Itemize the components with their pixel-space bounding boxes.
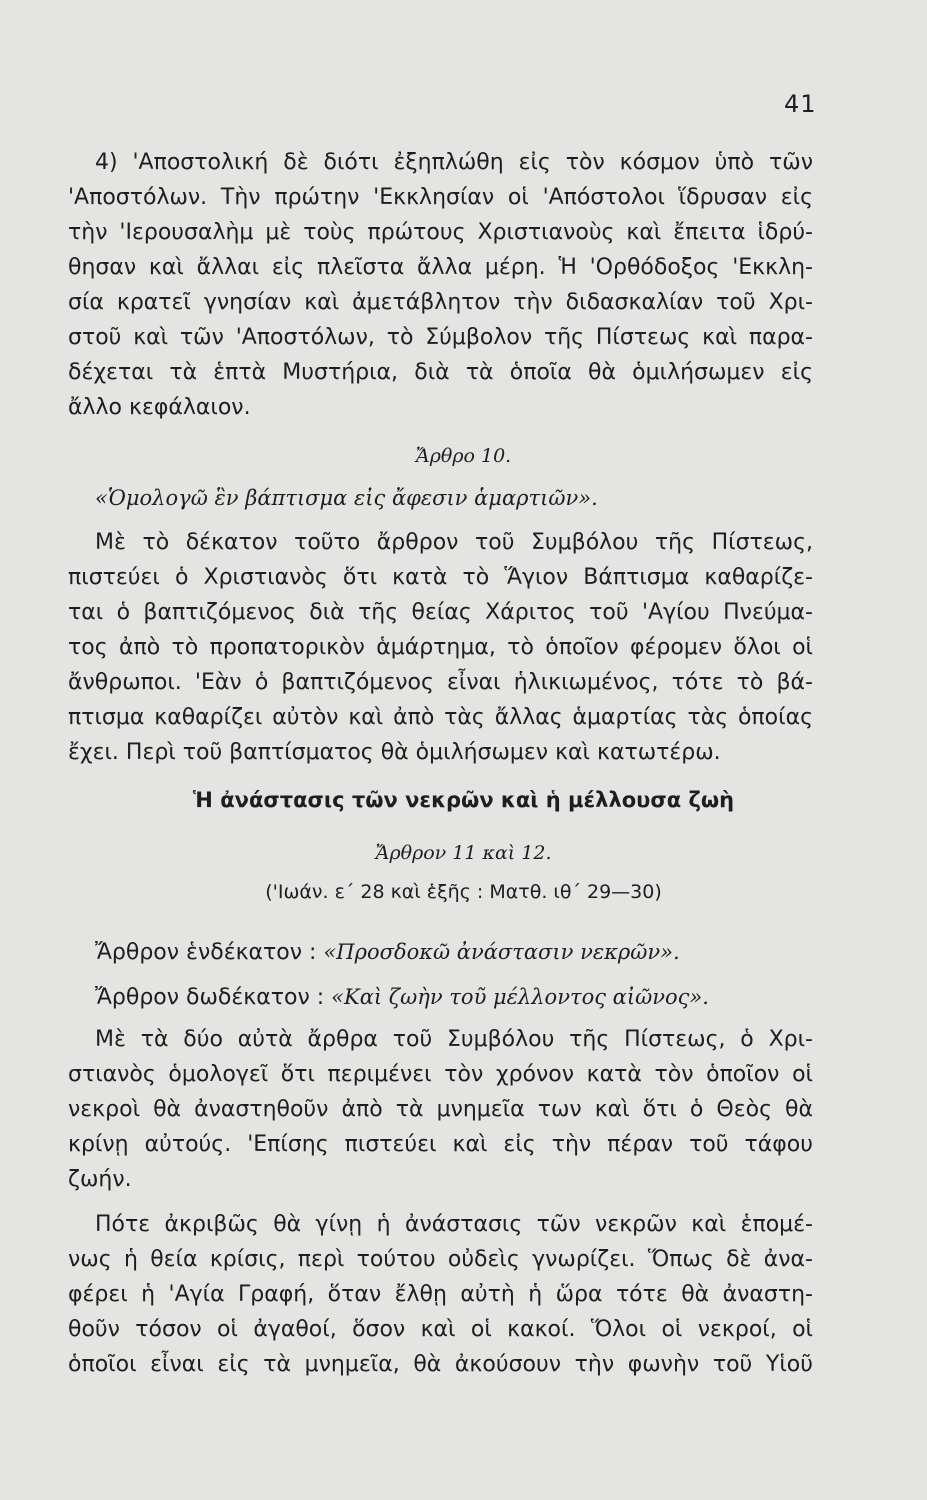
paragraph-4-line: Πότε ἀκριβῶς θὰ γίνῃ ἡ ἀνάστασις τῶν νεκρῶν καὶ ἑπομέ- — [95, 1212, 813, 1237]
paragraph-1-line: στοῦ καὶ τῶν 'Αποστόλων, τὸ Σύμβολον τῆς Πίστεως καὶ παρα- — [68, 325, 813, 350]
article-12-line — [95, 982, 813, 1013]
paragraph-3-line: ζωήν. — [68, 1167, 132, 1192]
paragraph-3-line: νεκροὶ θὰ ἀναστηθοῦν ἀπὸ τὰ μνημεῖα των καὶ ὅτι ὁ Θεὸς θὰ — [68, 1097, 813, 1122]
article-11-line — [95, 937, 813, 968]
paragraph-1-line: σία κρατεῖ γνησίαν καὶ ἀμετάβλητον τὴν διδασκαλίαν τοῦ Χρι- — [68, 290, 813, 315]
paragraph-2-line: Μὲ τὸ δέκατον τοῦτο ἄρθρον τοῦ Συμβόλου τῆς Πίστεως, — [95, 530, 813, 555]
paragraph-2-line: ται ὁ βαπτιζόμενος διὰ τῆς θείας Χάριτος τοῦ 'Αγίου Πνεύμα- — [68, 600, 813, 625]
paragraph-1-line: ἄλλο κεφάλαιον. — [68, 395, 251, 420]
article-12-quote: «Καὶ ζωὴν τοῦ μέλλοντος αἰῶνος». — [331, 985, 709, 1009]
paragraph-3-line: κρίνῃ αὐτούς. 'Επίσης πιστεύει καὶ εἰς τὴν πέραν τοῦ τάφου — [68, 1132, 813, 1157]
paragraph-1-line: 4) 'Αποστολική δὲ διότι ἐξηπλώθη εἰς τὸν κόσμον ὑπὸ τῶν — [95, 150, 813, 175]
article-11-12-title: Ἄρθρον 11 καὶ 12. — [375, 842, 552, 864]
paragraph-4-line: θοῦν τόσον οἱ ἀγαθοί, ὅσον καὶ οἱ κακοί. Ὅλοι οἱ νεκροί, οἱ — [68, 1317, 813, 1342]
article-11-quote: «Προσδοκῶ ἀνάστασιν νεκρῶν». — [323, 940, 680, 964]
page-number: 41 — [784, 90, 817, 118]
paragraph-3-line: Μὲ τὰ δύο αὐτὰ ἄρθρα τοῦ Συμβόλου τῆς Πίστεως, ὁ Χρι- — [95, 1027, 813, 1052]
paragraph-4-line: ὁποῖοι εἶναι εἰς τὰ μνημεῖα, θὰ ἀκούσουν τὴν φωνὴν τοῦ Υἱοῦ — [68, 1352, 813, 1377]
paragraph-4-line: νως ἡ θεία κρίσις, περὶ τούτου οὐδεὶς γνωρίζει. Ὅπως δὲ ἀνα- — [68, 1247, 813, 1272]
paragraph-2-line: τος ἀπὸ τὸ προπατορικὸν ἁμάρτημα, τὸ ὁποῖον φέρομεν ὅλοι οἱ — [68, 635, 813, 660]
paragraph-3-line: στιανὸς ὁμολογεῖ ὅτι περιμένει τὸν χρόνον κατὰ τὸν ὁποῖον οἱ — [68, 1062, 813, 1087]
paragraph-2-line: ἄνθρωποι. 'Εὰν ὁ βαπτιζόμενος εἶναι ἡλικιωμένος, τότε τὸ βά- — [68, 670, 813, 695]
section-heading: Ἡ ἀνάστασις τῶν νεκρῶν καὶ ἡ μέλλουσα ζωὴ — [192, 788, 735, 812]
paragraph-2-line: πτισμα καθαρίζει αὐτὸν καὶ ἀπὸ τὰς ἄλλας ἁμαρτίας τὰς ὁποίας — [68, 705, 813, 730]
article-10-title: Ἄρθρο 10. — [415, 445, 512, 467]
paragraph-4-line: φέρει ἡ 'Αγία Γραφή, ὅταν ἔλθῃ αὐτὴ ἡ ὥρα τότε θὰ ἀναστη- — [68, 1282, 813, 1307]
article-10-quote: «Ὁμολογῶ ἓν βάπτισμα εἰς ἄφεσιν ἁμαρτιῶν». — [95, 486, 598, 510]
article-11-label: Ἄρθρον ἑνδέκατον : — [95, 940, 317, 965]
paragraph-2-line: πιστεύει ὁ Χριστιανὸς ὅτι κατὰ τὸ Ἅγιον Βάπτισμα καθαρίζε- — [68, 565, 813, 590]
paragraph-2-line: ἔχει. Περὶ τοῦ βαπτίσματος θὰ ὁμιλήσωμεν καὶ κατωτέρω. — [68, 740, 721, 765]
scripture-reference: ('Ιωάν. ε΄ 28 καὶ ἑξῆς : Ματθ. ιθ΄ 29—30) — [265, 881, 662, 903]
paragraph-1-line: δέχεται τὰ ἑπτὰ Μυστήρια, διὰ τὰ ὁποῖα θὰ ὁμιλήσωμεν εἰς — [68, 360, 813, 385]
paragraph-1-line: 'Αποστόλων. Τὴν πρώτην 'Εκκλησίαν οἱ 'Απόστολοι ἵδρυσαν εἰς — [68, 185, 813, 210]
article-12-label: Ἄρθρον δωδέκατον : — [95, 985, 325, 1010]
paragraph-1-line: τὴν 'Ιερουσαλὴμ μὲ τοὺς πρώτους Χριστιανοὺς καὶ ἔπειτα ἱδρύ- — [68, 220, 813, 245]
paragraph-1-line: θησαν καὶ ἄλλαι εἰς πλεῖστα ἄλλα μέρη. Ἡ 'Ορθόδοξος 'Εκκλη- — [68, 255, 813, 280]
